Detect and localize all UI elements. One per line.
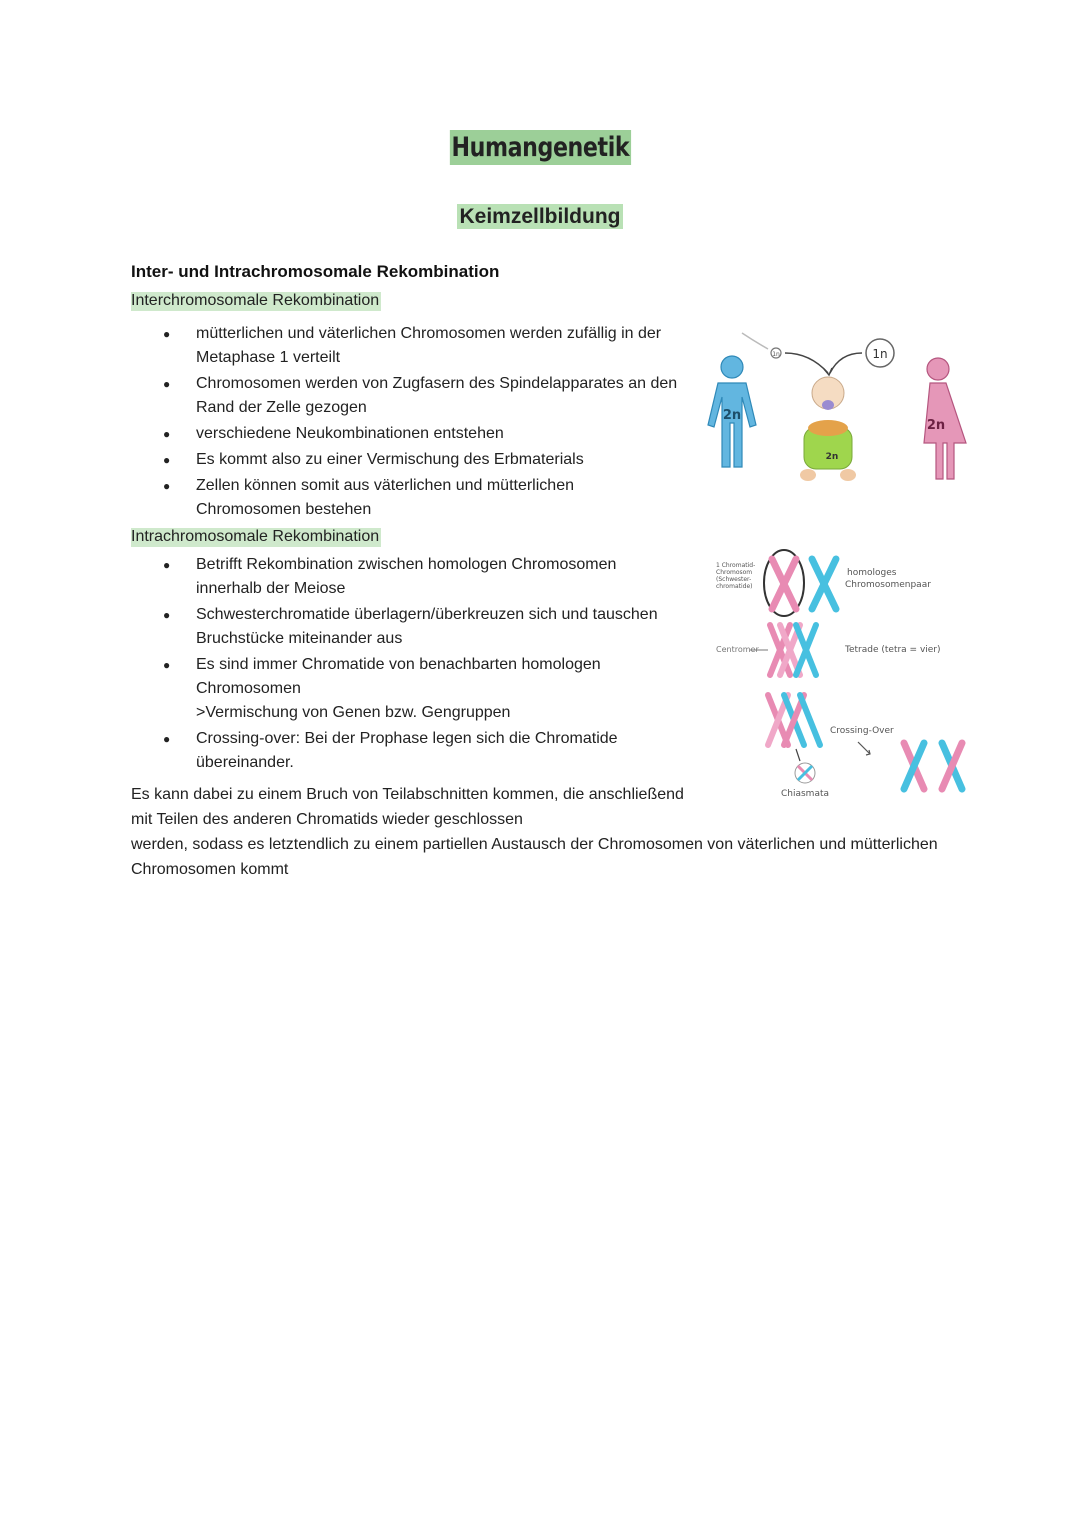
list-item: ● Schwesterchromatide überlagern/überkreuzen sich und tauschen Bruchstücke miteinander aus	[160, 603, 680, 651]
subtitle-wrap	[0, 205, 1080, 229]
list-item: ● verschiedene Neukombinationen entstehen	[160, 422, 680, 446]
chiasma-label: Chiasmata	[780, 789, 830, 799]
list-item-text: Es sind immer Chromatide von benachbarten homologen Chromosomen	[196, 656, 601, 697]
crossing-over-illustration	[710, 545, 980, 805]
tetrade-label: Tetrade (tetra = vier)	[845, 645, 941, 655]
inter-label: Interchromosomale Rekombination	[131, 292, 380, 309]
arrow-right	[830, 353, 862, 373]
page-title: Humangenetik	[451, 132, 629, 163]
arrow-left	[785, 353, 828, 373]
list-item: ● Chromosomen werden von Zugfasern des Spindelapparates an den Rand der Zelle gezogen	[160, 372, 680, 420]
list-item: ● mütterlichen und väterlichen Chromosomen werden zufällig in der Metaphase 1 verteilt	[160, 322, 680, 370]
centromer-label: Centromer	[716, 645, 759, 654]
list-item: ● Crossing-over: Bei der Prophase legen sich die Chromatide übereinander.	[160, 727, 680, 775]
chromosome-blue-icon	[812, 559, 836, 609]
tetrade-icon	[770, 625, 816, 675]
paragraph: werden, sodass es letztendlich zu einem partiellen Austausch der Chromosomen von väterlichen und mütterlichen Chromosomen kommt	[131, 836, 938, 878]
father-label: 2n	[722, 408, 742, 423]
page-title-wrap	[0, 130, 1080, 165]
mother-label: 2n	[926, 418, 946, 433]
gamete-left-label: 1n	[772, 351, 780, 358]
list-item	[160, 653, 680, 725]
section-heading: Inter- und Intrachromosomale Rekombination	[131, 262, 500, 281]
result-chromosomes-icon	[904, 743, 962, 789]
list-item: ● Es kommt also zu einer Vermischung des Erbmaterials	[160, 448, 680, 472]
list-item-note: ˃Vermischung von Genen bzw. Gengruppen	[196, 704, 511, 721]
intra-label: Intrachromosomale Rekombination	[131, 528, 380, 545]
crossing-label: Crossing-Over	[830, 726, 894, 736]
inter-bullets	[160, 322, 680, 524]
gamete-right-label: 1n	[872, 347, 888, 361]
chromosome-pink-icon	[772, 559, 796, 609]
intra-bullets	[160, 553, 680, 777]
baby-icon	[800, 377, 856, 481]
family-illustration	[690, 325, 980, 500]
paragraph: Es kann dabei zu einem Bruch von Teilabschnitten kommen, die anschließend mit Teilen des anderen Chromatids wieder geschlossen	[131, 786, 684, 828]
chromatid-label: 1 Chromatid-Chromosom (Schwester-chromatide)	[716, 562, 756, 590]
homolog-label: homologes Chromosomenpaar	[845, 568, 931, 590]
crossing-chromosomes-icon	[768, 695, 820, 745]
sperm-tail-icon	[742, 333, 768, 349]
page-subtitle: Keimzellbildung	[459, 205, 621, 228]
list-item: ● Betrifft Rekombination zwischen homologen Chromosomen innerhalb der Meiose	[160, 553, 680, 601]
list-item: ● Zellen können somit aus väterlichen und mütterlichen Chromosomen bestehen	[160, 474, 680, 522]
child-label: 2n	[825, 452, 839, 462]
